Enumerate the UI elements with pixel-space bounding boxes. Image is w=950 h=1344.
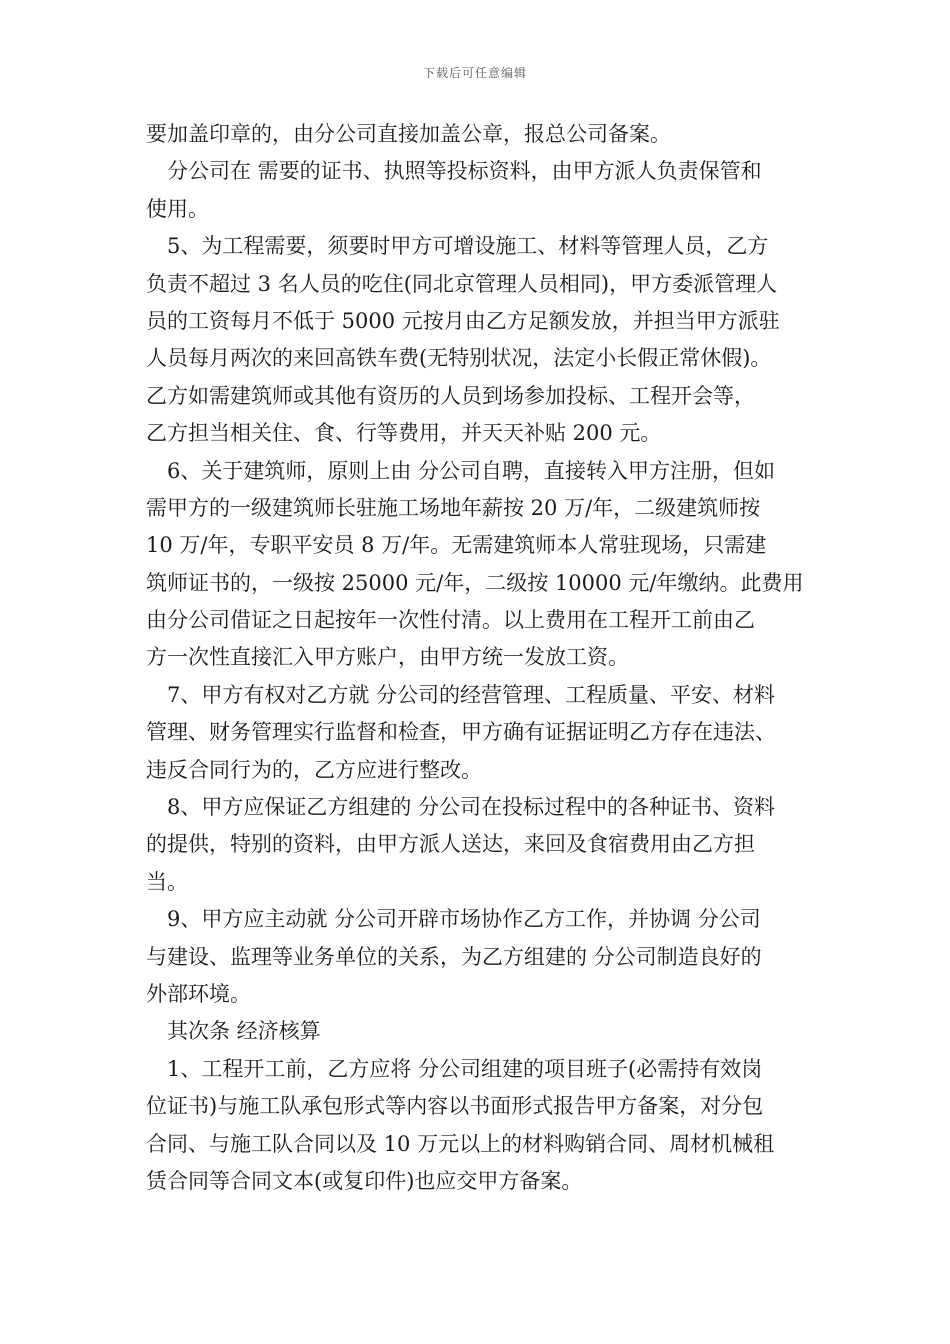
text-line: 当。 — [146, 869, 188, 894]
text-line: 人员每月两次的来回高铁车费(无特别状况，法定小长假正常休假)。 — [146, 346, 772, 371]
text-line: 管理、财务管理实行监督和检查，甲方确有证据证明乙方存在违法、 — [146, 720, 776, 745]
text-line: 与建设、监理等业务单位的关系，为乙方组建的 分公司制造良好的 — [146, 944, 762, 969]
document-body — [146, 116, 826, 1200]
text-line: 6、关于建筑师，原则上由 分公司自聘，直接转入甲方注册，但如 — [146, 458, 776, 483]
text-line: 位证书)与施工队承包形式等内容以书面形式报告甲方备案，对分包 — [146, 1094, 764, 1119]
text-line: 员的工资每月不低于 5000 元按月由乙方足额发放，并担当甲方派驻 — [146, 308, 780, 333]
page-header: 下载后可任意编辑 — [422, 66, 527, 80]
text-line: 5、为工程需要，须要时甲方可增设施工、材料等管理人员，乙方 — [146, 234, 769, 259]
text-line: 乙方如需建筑师或其他有资历的人员到场参加投标、工程开会等， — [146, 383, 755, 408]
text-line: 负责不超过 3 名人员的吃住(同北京管理人员相同)，甲方委派管理人 — [146, 271, 778, 296]
text-line: 9、甲方应主动就 分公司开辟市场协作乙方工作，并协调 分公司 — [146, 907, 761, 932]
text-line: 由分公司借证之日起按年一次性付清。以上费用在工程开工前由乙 — [146, 608, 755, 633]
text-line: 8、甲方应保证乙方组建的 分公司在投标过程中的各种证书、资料 — [146, 795, 776, 820]
text-line: 违反合同行为的，乙方应进行整改。 — [146, 757, 482, 782]
text-line: 乙方担当相关住、食、行等费用，并天天补贴 200 元。 — [146, 421, 662, 446]
text-line: 分公司在 需要的证书、执照等投标资料，由甲方派人负责保管和 — [146, 159, 762, 184]
text-line: 需甲方的一级建筑师长驻施工场地年薪按 20 万/年，二级建筑师按 — [146, 495, 761, 520]
text-line: 合同、与施工队合同以及 10 万元以上的材料购销合同、周材机械租 — [146, 1131, 775, 1156]
text-line: 使用。 — [146, 196, 209, 221]
text-line: 方一次性直接汇入甲方账户，由甲方统一发放工资。 — [146, 645, 629, 670]
text-line: 10 万/年，专职平安员 8 万/年。无需建筑师本人常驻现场，只需建 — [146, 533, 767, 558]
text-line: 1、工程开工前，乙方应将 分公司组建的项目班子(必需持有效岗 — [146, 1056, 763, 1081]
text-line: 要加盖印章的，由分公司直接加盖公章，报总公司备案。 — [146, 122, 671, 146]
text-line: 赁合同等合同文本(或复印件)也应交甲方备案。 — [146, 1168, 583, 1193]
section-heading: 其次条 经济核算 — [146, 1019, 321, 1044]
text-line: 外部环境。 — [146, 981, 251, 1006]
text-line: 7、甲方有权对乙方就 分公司的经营管理、工程质量、平安、材料 — [146, 682, 776, 707]
text-line: 的提供，特别的资料，由甲方派人送达，来回及食宿费用由乙方担 — [146, 832, 755, 857]
text-line: 筑师证书的，一级按 25000 元/年，二级按 10000 元/年缴纳。此费用 — [146, 570, 804, 595]
